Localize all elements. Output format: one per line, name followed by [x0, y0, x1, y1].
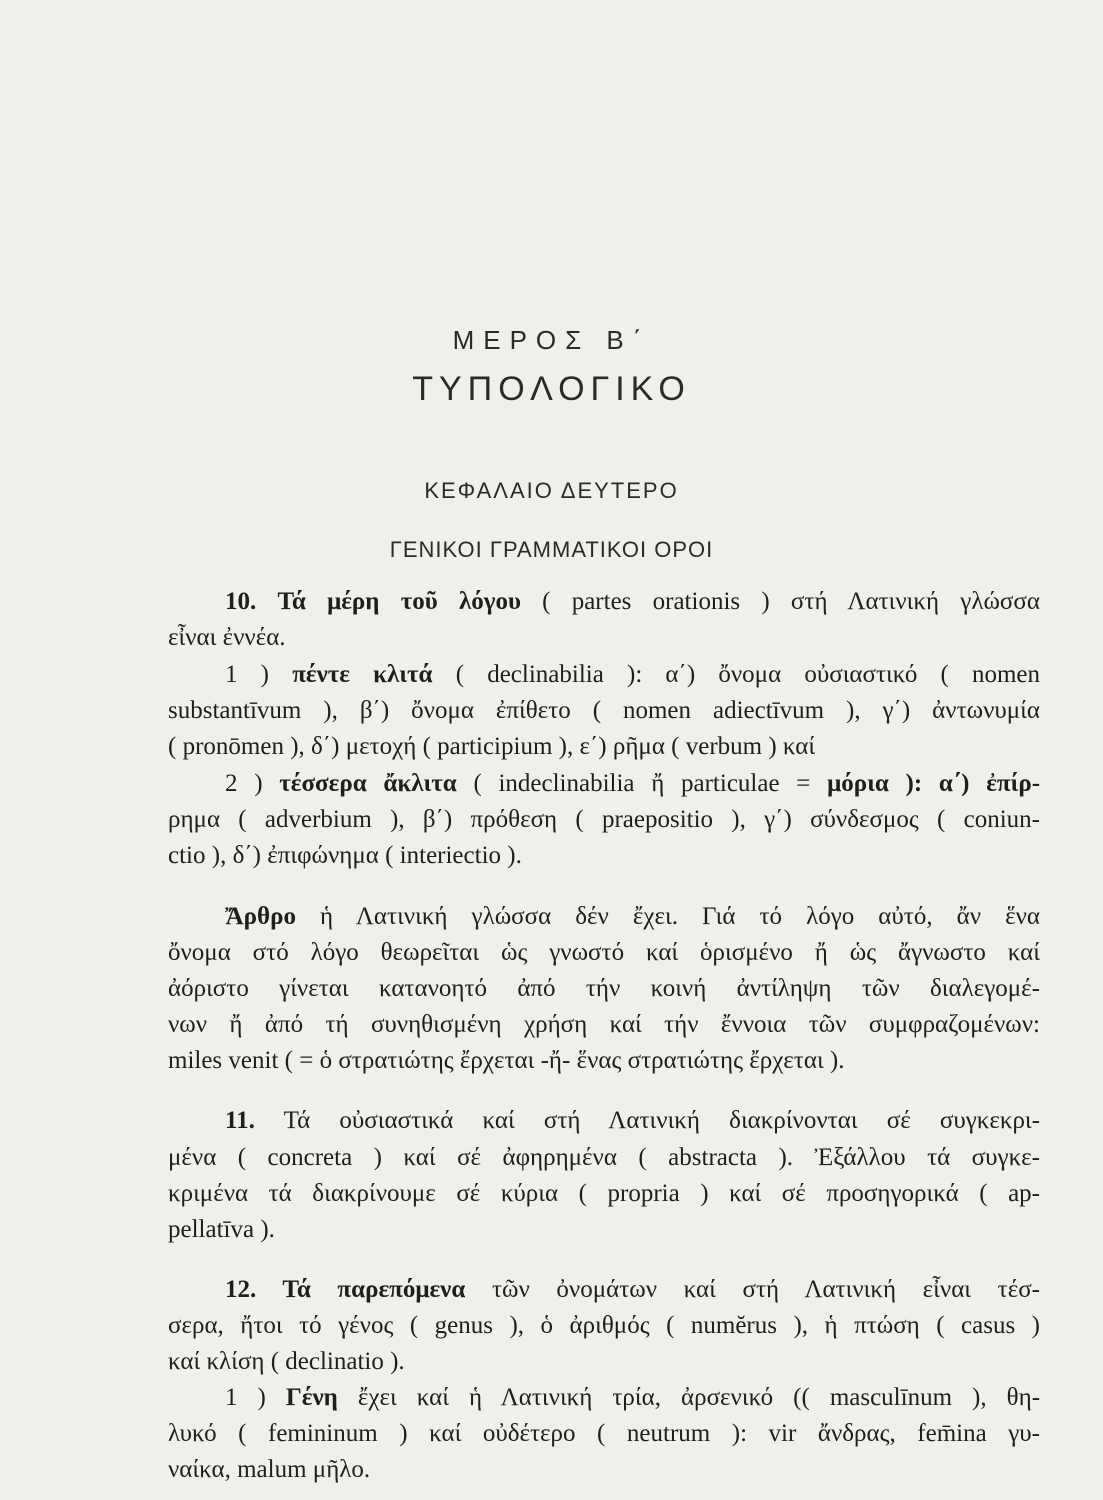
part-heading: ΜΕΡΟΣ Β΄ [452, 325, 651, 355]
p10-line-2: εἶναι ἐννέα. [168, 624, 286, 651]
p12-term: 12. Τά παρεπόμενα [225, 1276, 466, 1303]
arthro-line-5: miles venit ( = ὁ στρατιώτης ἔρχεται -ἤ- ἕνας στρατιώτης ἔρχεται ). [168, 1047, 845, 1074]
p10-item-2-num: 2 ) [225, 770, 263, 797]
p11-line-4: pellatīva ). [168, 1216, 275, 1243]
chapter-heading: ΚΕΦΑΛΑΙΟ ΔΕΥΤΕΡΟ [424, 478, 679, 503]
arthro-line-1 [225, 901, 1040, 933]
p10-item-1-text: ( declinabilia ): α΄) ὄνομα οὐσιαστικό ( nomen [455, 661, 1041, 688]
p10-item-1-term: πέντε κλιτά [292, 661, 433, 688]
p10-item-2-moria: μόρια ): α΄) ἐπίρ- [827, 770, 1041, 797]
p11-number: 11. [225, 1107, 255, 1134]
p12-line-2: σερα, ἤτοι τό γένος ( genus ), ὁ ἀριθμός ( numĕrus ), ἡ πτώση ( casus ) [168, 1312, 1040, 1339]
section-heading: ΓΕΝΙΚΟΙ ΓΡΑΜΜΑΤΙΚΟΙ ΟΡΟΙ [389, 537, 714, 562]
p10-line-3 [225, 659, 1040, 691]
p11-line-1 [225, 1105, 1040, 1137]
p10-item-2-term: τέσσερα ἄκλιτα [279, 770, 457, 797]
arthro-line-4: νων ἤ ἀπό τή συνηθισμένη χρήση καί τήν ἔννοια τῶν συμφραζομένων: [168, 1011, 1040, 1038]
p10-item-1-num: 1 ) [225, 661, 269, 688]
p10-line-1 [225, 586, 1040, 618]
arthro-term: Ἄρθρο [225, 903, 296, 930]
p12-line-4 [225, 1382, 1040, 1414]
p10-text: ( partes orationis ) στή Λατινική γλώσσα [542, 588, 1040, 615]
p12-line-5: λυκό ( femininum ) καί οὐδέτερο ( neutrum ): vir ἄνδρας, fem̄ina γυ- [168, 1420, 1040, 1447]
arthro-line-2: ὄνομα στό λόγο θεωρεῖται ὡς γνωστό καί ὁρισμένο ἤ ὡς ἄγνωστο καί [168, 939, 1040, 966]
p10-number: 10. [225, 588, 257, 615]
p10-term: Τά μέρη τοῦ λόγου [277, 588, 521, 615]
p12-item-1-text: ἔχει καί ἡ Λατινική τρία, ἀρσενικό (( masculīnum ), θη- [357, 1384, 1041, 1411]
p10-line-8: ctio ), δ΄) ἐπιφώνημα ( interiectio ). [168, 842, 522, 869]
p12-item-1-num: 1 ) [225, 1384, 266, 1411]
arthro-text: ἡ Λατινική γλώσσα δέν ἔχει. Γιά τό λόγο αὐτό, ἄν ἕνα [320, 903, 1040, 930]
p10-line-6 [225, 768, 1040, 800]
p12-text: τῶν ὀνομάτων καί στή Λατινική εἶναι τέσ- [491, 1276, 1040, 1303]
page-title: ΤΥΠΟΛΟΓΙΚΟ [412, 370, 691, 408]
arthro-line-3: ἀόριστο γίνεται κατανοητό ἀπό τήν κοινή ἀντίληψη τῶν διαλεγομέ- [168, 975, 1040, 1002]
p12-line-3: καί κλίση ( declinatio ). [168, 1348, 405, 1375]
p12-line-6: ναίκα, malum μῆλο. [168, 1456, 371, 1483]
p11-text: Τά οὐσιαστικά καί στή Λατινική διακρίνονται σέ συγκεκρι- [283, 1107, 1040, 1134]
p11-line-2: μένα ( concreta ) καί σέ ἀφηρημένα ( abstracta ). Ἐξάλλου τά συγκε- [168, 1144, 1040, 1171]
p10-item-2-text: ( indeclinabilia ἤ particulae = [473, 770, 811, 797]
p10-line-4: substantīvum ), β΄) ὄνομα ἐπίθετο ( nomen adiectīvum ), γ΄) ἀντωνυμία [168, 697, 1040, 724]
p12-line-1 [225, 1274, 1040, 1306]
p11-line-3: κριμένα τά διακρίνουμε σέ κύρια ( propria ) καί σέ προσηγορικά ( ap- [168, 1180, 1040, 1207]
p10-line-7: ρημα ( adverbium ), β΄) πρόθεση ( praepositio ), γ΄) σύνδεσμος ( coniun- [168, 806, 1040, 833]
p12-item-1-term: Γένη [285, 1384, 338, 1411]
p10-line-5: ( pronōmen ), δ΄) μετοχή ( participium ), ε΄) ρῆμα ( verbum ) καί [168, 733, 816, 760]
